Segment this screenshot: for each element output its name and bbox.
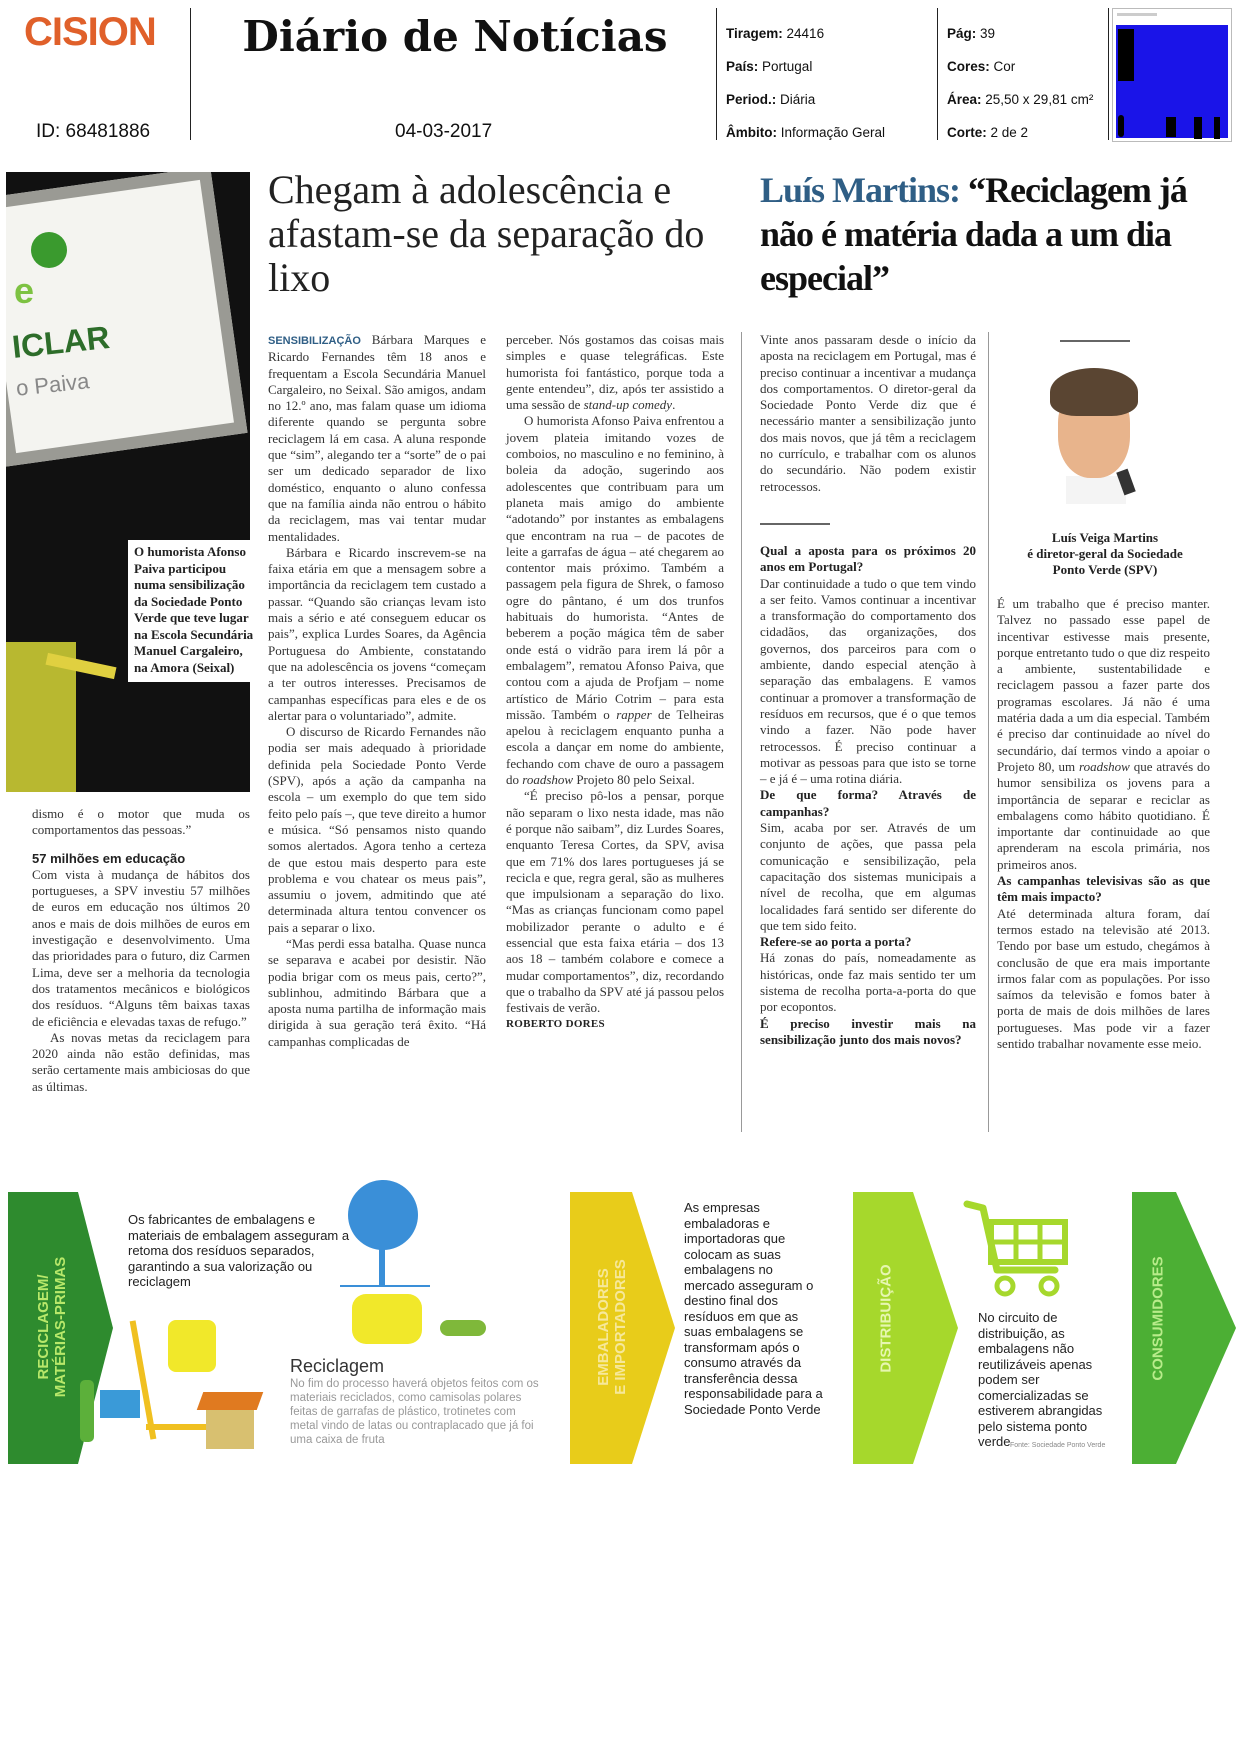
thumbnail-bar	[1117, 13, 1157, 16]
meta-area: Área: 25,50 x 29,81 cm²	[947, 92, 1094, 107]
fabricantes-text: Os fabricantes de embalagens e materiais de embalagem asseguram a retoma dos resíduos separados, garantindo a sua valorização ou reciclagem	[128, 1212, 350, 1289]
infographic	[0, 1180, 1239, 1480]
log-icon	[352, 1294, 422, 1344]
arrow-shape	[853, 1192, 958, 1464]
left-col-1	[268, 332, 486, 1050]
reciclagem-text: No fim do processo haverá objetos feitos com os materiais reciclados, como camisolas polares feitas de garrafas de plástico, trotinetes com metal vindo de latas ou contraplacado que já foi uma caixa de fruta	[290, 1378, 539, 1446]
empresas-text: As empresas embaladoras e importadoras que colocam as suas embalagens no mercado asseguram o destino final dos resíduos em que as suas embalagens se transformam após o consumo através da transferência dessa responsabilidade para a Sociedade Ponto Verde	[684, 1200, 823, 1417]
divider	[1108, 8, 1109, 140]
intro-paragraph: Vinte anos passaram desde o início da aposta na reciclagem em Portugal, mas é preciso continuar a incentivar a mudança dos comportamentos. O diretor-geral da Sociedade Ponto Verde diz que é necessário manter a sensibilização junto dos mais novos, que já têm a reciclagem no currículo, e trabalhar com os alunos do secundário. Não podem existir retrocessos.	[760, 332, 976, 494]
doghouse-icon	[206, 1405, 254, 1449]
divider	[190, 8, 191, 140]
column-divider	[988, 332, 989, 1132]
stage-label-distribuicao: DISTRIBUIÇÃO	[877, 1264, 895, 1373]
paragraph: SENSIBILIZAÇÃO Bárbara Marques e Ricardo Fernandes têm 18 anos e frequentam a Escola Secundária Manuel Cargaleiro, no Seixal. São amigos, andam no 12.º ano, mas falam quase um idioma diferente quando se pergunta sobre reciclagem lá em casa. A aluna responde que “sim”, alegando ter a “sorte” de o pai ser um dedicado separador de lixo doméstico, enquanto o aluno confessa que na família ainda não entrou o hábito da reciclagem, mas vai tentar mudar mentalidades.	[268, 332, 486, 544]
right-headline: Luís Martins: “Reciclagem já não é matéria dada a um dia especial”	[760, 170, 1187, 298]
right-col-1	[760, 332, 976, 1048]
interview-answer: É um trabalho que é preciso manter. Talvez no passado esse papel de incentivar estivesse mais presente, porque entretanto tudo o que diz respeito a ambiente, sustentabilidade e reciclagem passou a fazer parte dos programas escolares. Já não é uma matéria dada a um dia especial. Também é preciso dar continuidade ao nível do secundário, daí termos vindo a apoiar o Projeto 80, um roadshow que através do humor sensibiliza os jovens para a importância de separar e reciclar as embalagens como hábito quotidiano. É importante dar continuidade ao que aprenderam na escola primária, nos primeiros anos.	[997, 596, 1210, 872]
byline: ROBERTO DORES	[506, 1018, 605, 1031]
divider	[716, 8, 717, 140]
wheelbarrow-icon	[440, 1320, 486, 1336]
photo-sign-text: o Paiva	[14, 368, 91, 401]
interview-question: Refere-se ao porta a porta?	[760, 934, 912, 950]
meta-pag: Pág: 39	[947, 26, 996, 41]
reciclagem-block	[290, 1356, 540, 1447]
sweater-icon	[168, 1320, 216, 1372]
meta-pais: País: Portugal	[726, 59, 813, 74]
reciclagem-title: Reciclagem	[290, 1356, 385, 1376]
publication-masthead: Diário de Notícias	[242, 12, 668, 61]
interviewee-portrait	[1038, 358, 1148, 506]
paragraph: dismo é o motor que muda os comportamentos das pessoas.”	[32, 806, 250, 838]
infographic-source: Fonte: Sociedade Ponto Verde	[1010, 1442, 1106, 1449]
column-divider	[741, 332, 742, 1132]
ground-line	[340, 1285, 430, 1287]
meta-cores: Cores: Cor	[947, 59, 1016, 74]
stage-arrow-consumidores	[1132, 1192, 1236, 1464]
publication-date: 04-03-2017	[395, 121, 493, 142]
arrow-shape	[1132, 1192, 1236, 1464]
paragraph: “É preciso pô-los a pensar, porque não separam o lixo nesta idade, mas não é porque não saibam”, diz Lurdes Soares, enquanto Teresa Cortes, da SPV, avisa que em 71% dos lares portugueses já se recicla e que, regra geral, são as mulheres que impulsionam a separação do lixo. “Mas as crianças funcionam como papel mobilizador perante o adulto e é essencial que esta faixa etária – dos 13 aos 18 – também colabore e comece a mudar comportamentos”, diz, recordando que o trabalho da SPV até já passou pelos festivais de verão.	[506, 788, 724, 1016]
right-col-2	[997, 596, 1210, 1052]
stage-label-reciclagem: RECICLAGEM/ MATÉRIAS-PRIMAS	[35, 1256, 69, 1398]
divider	[937, 8, 938, 140]
doghouse-roof-icon	[197, 1392, 264, 1410]
page-thumbnail[interactable]	[1112, 8, 1232, 142]
paragraph: Bárbara e Ricardo inscrevem-se na faixa etária em que a mensagem sobre a importância da reciclagem tem custado a passar. “Quando são crianças levam isto mais a sério e até conseguem educar os pais”, explica Lurdes Soares, da Agência Portuguesa do Ambiente, constatando que na adolescência os jovens “começam a ter outros interesses. Precisamos de campanhas específicas para eles e de os alertar para o voluntariado”, admite.	[268, 544, 486, 723]
meta-ambito: Âmbito: Informação Geral	[726, 125, 886, 140]
photo-sign	[6, 172, 248, 467]
interview-answer: Até determinada altura foram, daí termos estado na televisão até 2013. Tendo por base um estudo, chegámos à conclusão de que era mais importante irmos falar com as populações. Por isso saímos da televisão e fomos bater à porta de mais de dois milhões de lares portugueses. Mas pode vir a fazer sentido trabalhar novamente esse meio.	[997, 905, 1210, 1052]
ponto-verde-logo-icon	[31, 232, 67, 268]
paragraph: “Mas perdi essa batalha. Quase nunca se separava e acabei por desistir. Não podia brigar com os meus pais, certo?”, sublinhou, admitindo Bárbara que a aposta numa partilha de informação mais dirigida à sua geração terá êxito. “Há campanhas complicadas de	[268, 935, 486, 1049]
clipping-id: ID: 68481886	[36, 121, 151, 142]
divider	[1060, 340, 1130, 342]
meta-right	[947, 26, 1107, 158]
paragraph: O humorista Afonso Paiva enfrentou a jovem plateia imitando vozes de comboios, no masculino e no feminino, à boleia da adoção, sugerindo aos adolescentes que contribuam para um planeta mais amigo do ambiente “adotando” por instantes as embalagens que encontram na rua – de pacotes de leite a garrafas de água – até chegarem ao contentor mais próximo. Também a passagem pela figura de Shrek, o famoso ogre do pântano, é um dos trunfos habituais do humorista. “Antes de beberem a poção mágica têm de saber onde está o vidrão para irem lá pôr a embalagem”, rematou Afonso Paiva, que contou com a ajuda de Profjam – nome artístico de Mário Cotrim – para esta missão. Também o rapper de Telheiras apelou à reciclagem enquanto punha a escola a dançar em nome do ambiente, fechando com chave de ouro a passagem do roadshow Projeto 80 pelo Seixal.	[506, 413, 724, 788]
interview-answer: Sim, acaba por ser. Através de um conjunto de ações, que passa pela comunicação e sensibilização, pela capacitação dos sistemas municipais a nível de recolha, que em algumas localidades fará sentido ser diferente do que tem sido feito.	[760, 820, 976, 933]
tree-trunk-icon	[379, 1240, 385, 1286]
scooter-deck-icon	[146, 1424, 210, 1430]
scooter-icon	[130, 1320, 157, 1439]
left-col-2	[506, 332, 724, 1033]
left-col-0	[32, 806, 250, 1095]
section-kicker: SENSIBILIZAÇÃO	[268, 335, 361, 347]
circuito-text: No circuito de distribuição, as embalagens não reutilizáveis apenas podem ser comercializadas se estiverem abrangidas pelo sistema ponto verde	[978, 1310, 1103, 1449]
subheading: 57 milhões em educação	[32, 850, 186, 866]
thumbnail-page	[1116, 25, 1228, 138]
interviewee-name: Luís Martins:	[760, 170, 961, 210]
paragraph: perceber. Nós gostamos das coisas mais simples e quase telegráficas. Este humorista foi fantástico, porque toda a gente entendeu”, diz, após ter assistido a uma sessão de stand-up comedy.	[506, 332, 724, 413]
portrait-caption	[1000, 530, 1210, 578]
meta-corte: Corte: 2 de 2	[947, 125, 1029, 140]
paragraph: As novas metas da reciclagem para 2020 ainda não estão definidas, mas serão certamente mais ambiciosas do que as últimas.	[32, 1029, 250, 1094]
left-headline: Chegam à adolescência e afastam-se da separação do lixo	[268, 167, 705, 300]
interview-answer: Dar continuidade a tudo o que tem vindo a ser feito. Vamos continuar a incentivar a transformação do comportamento dos cidadãos, das organizações, dos governos, dos parceiros para com o ambiente, dando especial atenção à separação das embalagens. E vamos continuar a promover a transformação de resíduos em recursos, que é o que temos vindo a fazer. Não pode haver retrocessos. É preciso continuar a motivar as pessoas para que isto se torne – e já é – uma rotina diária.	[760, 575, 976, 787]
portrait-caption-role: é diretor-geral da Sociedade Ponto Verde (SPV)	[1027, 546, 1183, 577]
cision-logo: CISION	[24, 10, 156, 54]
portrait-caption-name: Luís Veiga Martins	[1051, 530, 1159, 545]
interview-question: É preciso investir mais na sensibilização junto dos mais novos?	[760, 1015, 976, 1047]
meta-left	[726, 26, 926, 158]
interview-question: As campanhas televisivas são as que têm mais impacto?	[997, 873, 1210, 905]
interview-question: De que forma? Através de campanhas?	[760, 787, 976, 819]
interview-question: Qual a aposta para os próximos 20 anos em Portugal?	[760, 542, 976, 575]
paper-stack-icon	[100, 1390, 140, 1418]
stage-arrow-distribuicao	[853, 1192, 958, 1464]
photo-sign-text: ICLAR	[10, 318, 112, 366]
meta-tiragem: Tiragem: 24416	[726, 26, 825, 41]
divider	[760, 523, 830, 525]
meta-period: Period.: Diária	[726, 92, 816, 107]
paragraph: Com vista à mudança de hábitos dos portugueses, a SPV investiu 57 milhões de euros em educação nos últimos 20 anos e mais de dois milhões de euros em investigação e desenvolvimento. Uma das prioridades para o futuro, diz Carmen Lima, deve ser a melhoria da tecnologia dos tratamentos mecânicos e biológicos dos resíduos. “Alguns têm baixas taxas de eficiência e elevadas taxas de refugo.”	[32, 866, 250, 1029]
stage-label-embaladores: EMBALADORES E IMPORTADORES	[595, 1259, 629, 1395]
bottle-icon	[80, 1380, 94, 1442]
stage-label-consumidores: CONSUMIDORES	[1149, 1256, 1167, 1381]
article-photo	[6, 172, 250, 792]
paragraph: O discurso de Ricardo Fernandes não podia ser mais adequado à prioridade definida pela Sociedade Ponto Verde (SPV), após a ação da campanha na escola – um exemplo do que tem sido feito pelo país –, que teve direito a humor e música. “Só pensamos nisto quando somos alertados. Agora tenho a certeza de que estou mais desperto para este problema e vou chatear os meus pais”, assumiu o jovem, admitindo que até determinada altura tentou convencer os pais a separar o lixo.	[268, 724, 486, 935]
photo-sign-text: e	[14, 270, 35, 311]
shopping-cart-icon	[963, 1198, 1073, 1298]
interview-answer: Há zonas do país, nomeadamente as históricas, onde faz mais sentido ter um sistema de recolha porta-a-porta do que por ecopontos.	[760, 950, 976, 1015]
photo-caption: O humorista Afonso Paiva participou numa sensibilização da Sociedade Ponto Verde que teve lugar na Escola Secundária Manuel Cargaleiro, na Amora (Seixal)	[128, 540, 260, 682]
